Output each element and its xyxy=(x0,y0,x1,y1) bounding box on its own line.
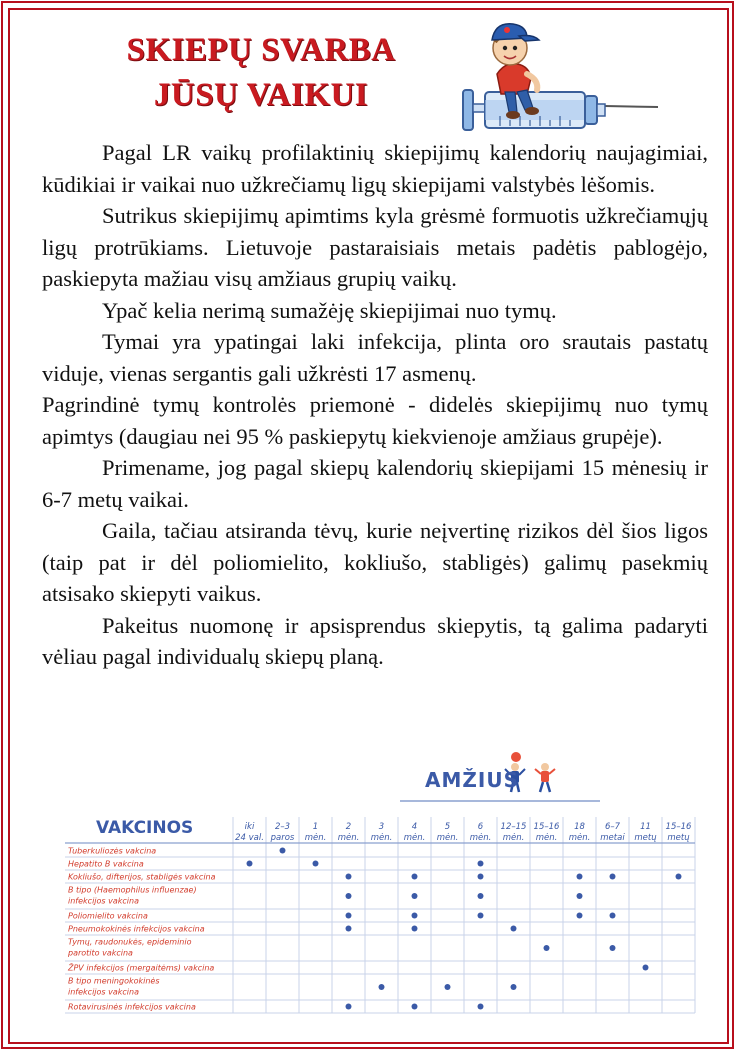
vaccine-name: Rotavirusinės infekcijos vakcina xyxy=(68,1002,196,1012)
paragraph-8: Pakeitus nuomonę ir apsisprendus skiepytis, tą galima padaryti vėliau pagal individualų skiepų planą. xyxy=(42,612,708,669)
age-label-bottom: mėn. xyxy=(403,833,426,843)
vaccine-name: ŽPV infekcijos (mergaitėms) vakcina xyxy=(68,963,215,973)
dose-dot xyxy=(412,1004,418,1010)
age-label-top: 2 xyxy=(345,822,352,832)
age-label-top: 2–3 xyxy=(274,822,291,832)
vaccine-name: Pneumokokinės infekcijos vakcina xyxy=(68,924,205,934)
dose-dot xyxy=(346,893,352,899)
age-label-bottom: mėn. xyxy=(502,833,525,843)
dose-dot xyxy=(412,913,418,919)
vaccine-name: parotito vakcina xyxy=(68,948,133,958)
title-line-2: JŪSŲ VAIKUI xyxy=(153,77,369,113)
dose-dot xyxy=(379,984,385,990)
dose-dot xyxy=(247,861,253,867)
dose-dot xyxy=(346,1004,352,1010)
paragraph-3: Ypač kelia nerimą sumažėję skiepijimai nuo tymų. xyxy=(102,297,557,323)
dose-dot xyxy=(577,893,583,899)
age-label-bottom: mėn. xyxy=(304,833,327,843)
vaccines-header: VAKCINOS xyxy=(96,818,194,838)
vaccine-name: infekcijos vakcina xyxy=(68,987,139,997)
dose-dot xyxy=(346,926,352,932)
dose-dot xyxy=(511,984,517,990)
vaccine-name: B tipo (Haemophilus influenzae) xyxy=(68,885,197,895)
age-label-top: 12–15 xyxy=(500,822,527,832)
dose-dot xyxy=(478,893,484,899)
age-label-bottom: mėn. xyxy=(337,833,360,843)
age-label-bottom: metų xyxy=(667,833,690,843)
age-label-bottom: paros xyxy=(270,833,295,843)
age-label-top: iki xyxy=(244,822,255,832)
age-label-bottom: 24 val. xyxy=(235,833,264,843)
age-label-top: 18 xyxy=(574,822,585,832)
dose-dot xyxy=(544,945,550,951)
dose-dot xyxy=(412,874,418,880)
article-body xyxy=(42,137,708,673)
vaccination-schedule-table xyxy=(60,745,700,1035)
age-label-top: 6 xyxy=(477,822,484,832)
dose-dot xyxy=(346,874,352,880)
dose-dot xyxy=(346,913,352,919)
dose-dot xyxy=(610,874,616,880)
paragraph-4: Tymai yra ypatingai laki infekcija, plinta oro srautais pastatų viduje, vienas sergantis gali užkrėsti 17 asmenų. xyxy=(42,329,708,386)
dose-dot xyxy=(577,874,583,880)
vaccine-name: B tipo meningokokinės xyxy=(68,976,160,986)
paragraph-6: Primename, jog pagal skiepų kalendorių skiepijami 15 mėnesių ir 6-7 metų vaikai. xyxy=(42,455,708,512)
dose-dot xyxy=(577,913,583,919)
paragraph-5: Pagrindinė tymų kontrolės priemonė - didelės skiepijimų nuo tymų apimtys (daugiau nei 95 % paskiepytų kiekvienoje amžiaus grupėje). xyxy=(42,392,708,449)
dose-dot xyxy=(478,861,484,867)
dose-dot xyxy=(280,848,286,854)
dose-dot xyxy=(445,984,451,990)
age-label-top: 11 xyxy=(640,822,651,832)
paragraph-7: Gaila, tačiau atsiranda tėvų, kurie neįvertinę rizikos dėl šios ligos (taip pat ir dėl poliomielito, kokliušo, stabligės) galimų pasekmių atsisako skiepyti vaikus. xyxy=(42,518,708,606)
vaccine-name: Tuberkuliozės vakcina xyxy=(68,846,157,856)
vaccine-name: Kokliušo, difterijos, stabligės vakcina xyxy=(68,872,216,882)
age-header: AMŽIUS xyxy=(425,768,519,792)
dose-dot xyxy=(610,913,616,919)
age-label-top: 6–7 xyxy=(604,822,621,832)
age-label-top: 15–16 xyxy=(533,822,560,832)
dose-dot xyxy=(610,945,616,951)
age-label-top: 1 xyxy=(312,822,319,832)
dose-dot xyxy=(643,965,649,971)
title-line-1: SKIEPŲ SVARBA xyxy=(126,32,396,68)
dose-dot xyxy=(511,926,517,932)
dose-dot xyxy=(412,926,418,932)
paragraph-1: Pagal LR vaikų profilaktinių skiepijimų kalendorių naujagimiai, kūdikiai ir vaikai nuo užkrečiamų ligų skiepijami valstybės lėšomis. xyxy=(42,140,708,197)
age-label-top: 15–16 xyxy=(665,822,692,832)
dose-dot xyxy=(478,913,484,919)
age-label-bottom: metų xyxy=(634,833,657,843)
vaccine-name: Tymų, raudonukės, epideminio xyxy=(68,937,192,947)
age-label-bottom: mėn. xyxy=(370,833,393,843)
age-label-top: 4 xyxy=(411,822,418,832)
age-label-bottom: metai xyxy=(600,833,625,843)
dose-dot xyxy=(313,861,319,867)
dose-dot xyxy=(478,874,484,880)
age-label-top: 3 xyxy=(378,822,385,832)
age-label-bottom: mėn. xyxy=(568,833,591,843)
age-label-bottom: mėn. xyxy=(436,833,459,843)
age-label-bottom: mėn. xyxy=(535,833,558,843)
dose-dot xyxy=(676,874,682,880)
boy-on-syringe-illustration xyxy=(455,16,670,141)
dose-dot xyxy=(478,1004,484,1010)
dose-dot xyxy=(412,893,418,899)
age-label-bottom: mėn. xyxy=(469,833,492,843)
age-label-top: 5 xyxy=(444,822,451,832)
vaccine-name: Hepatito B vakcina xyxy=(68,859,144,869)
vaccine-name: infekcijos vakcina xyxy=(68,896,139,906)
paragraph-2: Sutrikus skiepijimų apimtims kyla grėsmė formuotis užkrečiamųjų ligų protrūkiams. Lietuvoje pastaraisiais metais padėtis pablogėjo, paskiepyta mažiau visų amžiaus grupių vaikų. xyxy=(42,203,708,291)
vaccine-name: Poliomielito vakcina xyxy=(68,911,148,921)
